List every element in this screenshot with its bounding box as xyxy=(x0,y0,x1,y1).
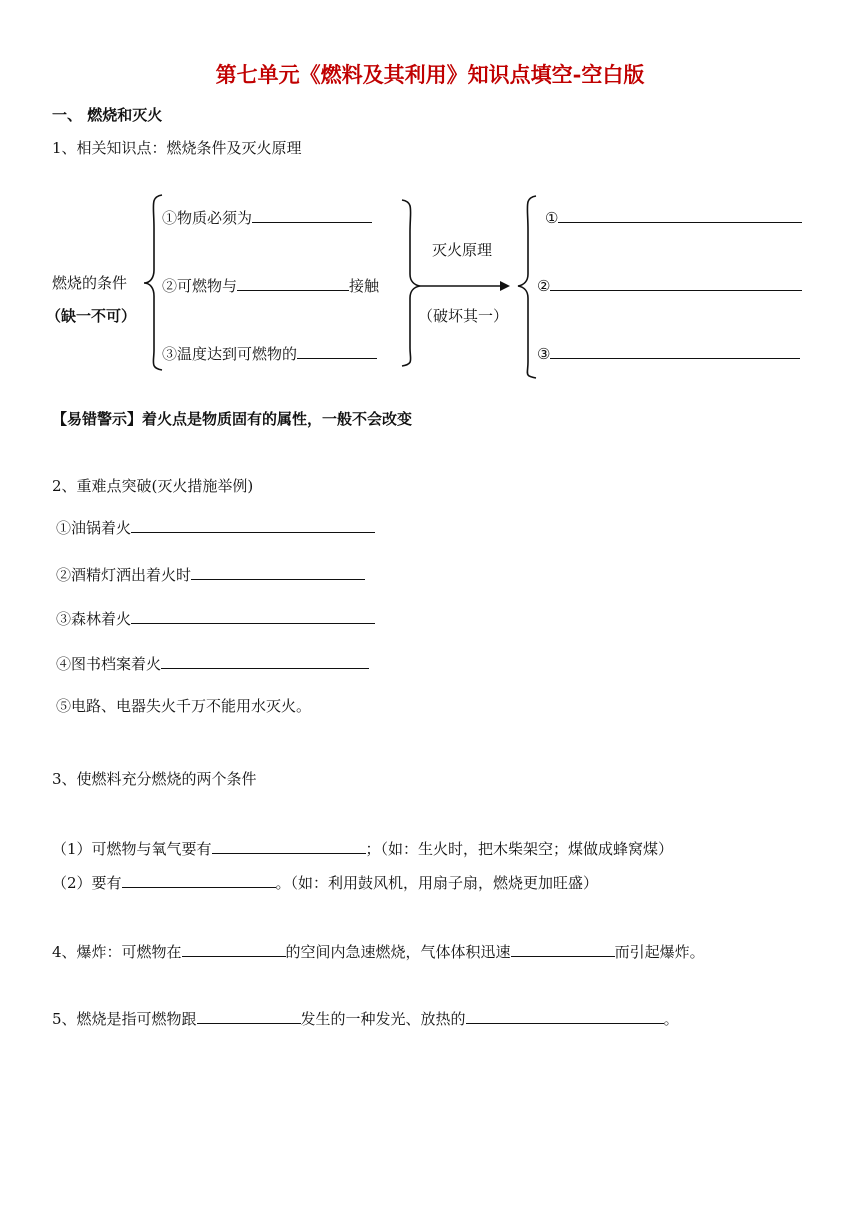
q4-prefix: 4、爆炸：可燃物在 xyxy=(52,943,182,961)
q5-middle: 发生的一种发光、放热的 xyxy=(300,1010,466,1028)
q3-line-1 xyxy=(52,837,673,858)
q5-blank-2[interactable] xyxy=(466,1007,664,1024)
principle-1 xyxy=(545,206,802,227)
question-5 xyxy=(52,1007,679,1028)
question-2-label: 2、重难点突破(灭火措施举例) xyxy=(52,477,254,495)
q2-item-4-text: ④图书档案着火 xyxy=(56,655,162,673)
left-brace xyxy=(144,195,162,370)
q2-item-3-blank[interactable] xyxy=(131,607,375,624)
q3-line-2-suffix: 。（如：利用鼓风机，用扇子扇，燃烧更加旺盛） xyxy=(275,874,599,892)
condition-2-blank[interactable] xyxy=(237,274,349,291)
q2-item-4 xyxy=(56,652,369,673)
principle-note: （破坏其一） xyxy=(418,307,509,325)
warning-line xyxy=(52,410,412,428)
q4-blank-1[interactable] xyxy=(182,940,286,957)
condition-2-suffix: 接触 xyxy=(349,277,380,295)
q3-line-2-blank[interactable] xyxy=(122,871,276,888)
principle-2-blank[interactable] xyxy=(550,274,802,291)
condition-label: 燃烧的条件 xyxy=(52,274,128,292)
q3-line-2-prefix: （2）要有 xyxy=(52,874,122,892)
principle-2 xyxy=(537,274,802,295)
condition-1-blank[interactable] xyxy=(252,206,372,223)
condition-3 xyxy=(162,342,377,363)
warning-tag: 【易错警示】 xyxy=(52,410,143,428)
principle-3-num: ③ xyxy=(537,345,551,363)
q2-item-2-blank[interactable] xyxy=(191,563,365,580)
condition-2-text: ②可燃物与 xyxy=(162,277,238,295)
q3-line-1-blank[interactable] xyxy=(212,837,366,854)
q2-item-4-blank[interactable] xyxy=(161,652,369,669)
q2-item-2 xyxy=(56,563,365,584)
section-heading: 一、 燃烧和灭火 xyxy=(52,106,163,124)
q2-item-5: ⑤电路、电器失火千万不能用水灭火。 xyxy=(56,697,312,715)
principle-3-blank[interactable] xyxy=(550,342,800,359)
question-1-label: 1、相关知识点：燃烧条件及灭火原理 xyxy=(52,139,302,157)
principle-label: 灭火原理 xyxy=(432,241,493,259)
condition-1-text: ①物质必须为 xyxy=(162,209,253,227)
q2-item-3 xyxy=(56,607,375,628)
q4-suffix: 而引起爆炸。 xyxy=(614,943,705,961)
q3-line-1-suffix: ；（如：生火时，把木柴架空；煤做成蜂窝煤） xyxy=(365,840,674,858)
condition-2 xyxy=(162,274,379,295)
question-4 xyxy=(52,940,705,961)
q4-blank-2[interactable] xyxy=(511,940,615,957)
q5-suffix: 。 xyxy=(663,1010,679,1028)
condition-note: （缺一不可） xyxy=(46,307,137,325)
principle-1-blank[interactable] xyxy=(558,206,802,223)
q3-line-2 xyxy=(52,871,598,892)
q5-prefix: 5、燃烧是指可燃物跟 xyxy=(52,1010,197,1028)
q4-middle: 的空间内急速燃烧，气体体积迅速 xyxy=(285,943,511,961)
condition-1 xyxy=(162,206,372,227)
q2-item-3-text: ③森林着火 xyxy=(56,610,132,628)
q2-item-1-text: ①油锅着火 xyxy=(56,519,132,537)
principle-1-num: ① xyxy=(545,209,559,227)
q3-line-1-prefix: （1）可燃物与氧气要有 xyxy=(52,840,212,858)
right-brace xyxy=(518,196,536,378)
q2-item-1-blank[interactable] xyxy=(131,516,375,533)
arrow-head xyxy=(500,281,510,291)
q5-blank-1[interactable] xyxy=(197,1007,301,1024)
page-title: 第七单元《燃料及其利用》知识点填空-空白版 xyxy=(215,62,645,87)
principle-2-num: ② xyxy=(537,277,551,295)
question-3-label: 3、使燃料充分燃烧的两个条件 xyxy=(52,770,257,788)
q2-item-2-text: ②酒精灯洒出着火时 xyxy=(56,566,192,584)
middle-brace xyxy=(402,200,420,366)
warning-text: 着火点是物质固有的属性，一般不会改变 xyxy=(142,410,413,428)
condition-3-text: ③温度达到可燃物的 xyxy=(162,345,298,363)
principle-3 xyxy=(537,342,800,363)
q2-item-1 xyxy=(56,516,375,537)
condition-3-blank[interactable] xyxy=(297,342,377,359)
